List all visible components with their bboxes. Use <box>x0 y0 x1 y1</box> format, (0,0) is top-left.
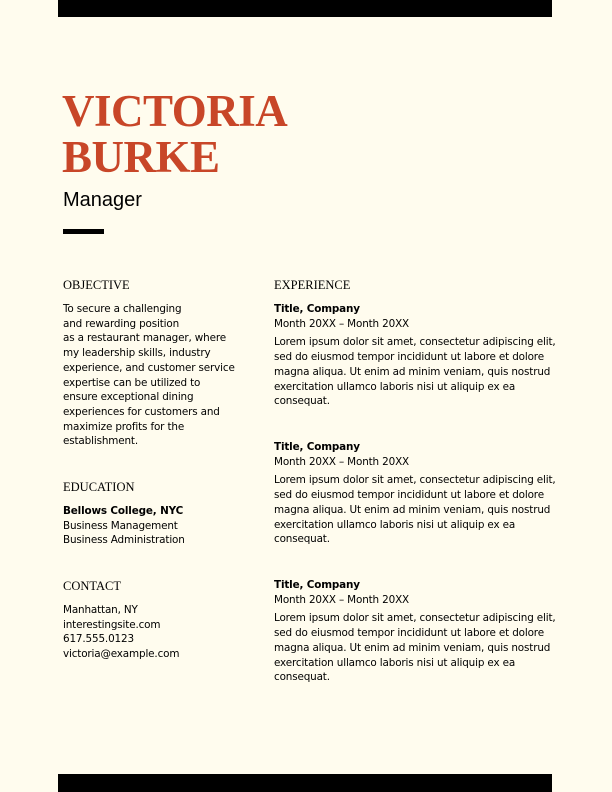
job-description-line: exercitation ullamco laboris nisi ut aliquip ex ea <box>274 380 516 393</box>
objective-line: experiences for customers and <box>63 405 220 418</box>
job-description-line: exercitation ullamco laboris nisi ut aliquip ex ea <box>274 656 516 669</box>
job-description <box>274 335 559 409</box>
education-section <box>63 480 248 548</box>
contact-email[interactable]: victoria@example.com <box>63 648 180 661</box>
contact-section <box>63 579 248 662</box>
experience-entry <box>274 302 559 409</box>
job-title: Title, Company <box>274 303 360 315</box>
bottom-decorative-bar <box>58 774 552 792</box>
job-description-line: Lorem ipsum dolor sit amet, consectetur adipiscing elit, <box>274 336 556 349</box>
objective-line: maximize profits for the <box>63 420 185 433</box>
job-description <box>274 611 559 685</box>
objective-text <box>63 302 248 449</box>
objective-line: establishment. <box>63 435 138 448</box>
job-role: Manager <box>63 189 142 211</box>
objective-heading: OBJECTIVE <box>63 278 130 292</box>
contact-phone: 617.555.0123 <box>63 633 134 646</box>
school-name: Bellows College, NYC <box>63 505 184 517</box>
degree: Business Administration <box>63 534 185 547</box>
last-name: BURKE <box>62 132 220 182</box>
candidate-name <box>62 88 287 180</box>
job-description-line: sed do eiusmod tempor incididunt ut labore et dolore <box>274 351 544 364</box>
experience-heading: EXPERIENCE <box>274 278 351 292</box>
contact-heading: CONTACT <box>63 579 122 593</box>
first-name: VICTORIA <box>62 86 288 136</box>
objective-section <box>63 278 248 449</box>
experience-entry <box>274 578 559 685</box>
objective-line: To secure a challenging <box>63 303 182 315</box>
contact-website[interactable]: interestingsite.com <box>63 618 161 631</box>
job-description-line: Lorem ipsum dolor sit amet, consectetur adipiscing elit, <box>274 474 556 487</box>
objective-line: and rewarding position <box>63 317 180 330</box>
experience-section <box>274 278 559 698</box>
experience-entry <box>274 440 559 547</box>
job-description-line: exercitation ullamco laboris nisi ut aliquip ex ea <box>274 518 516 531</box>
job-description-line: consequat. <box>274 395 330 408</box>
objective-line: expertise can be utilized to <box>63 376 201 389</box>
objective-line: as a restaurant manager, where <box>63 332 226 345</box>
header-divider <box>63 229 104 234</box>
degree: Business Management <box>63 519 178 532</box>
contact-location: Manhattan, NY <box>63 604 138 616</box>
job-description-line: magna aliqua. Ut enim ad minim veniam, quis nostrud <box>274 641 551 654</box>
education-heading: EDUCATION <box>63 480 135 494</box>
job-description <box>274 473 559 547</box>
job-description-line: consequat. <box>274 671 330 684</box>
job-title: Title, Company <box>274 579 360 591</box>
objective-line: ensure exceptional dining <box>63 391 194 404</box>
objective-line: my leadership skills, industry <box>63 347 211 360</box>
job-dates: Month 20XX – Month 20XX <box>274 593 410 606</box>
job-dates: Month 20XX – Month 20XX <box>274 317 410 330</box>
education-details <box>63 504 248 548</box>
job-description-line: Lorem ipsum dolor sit amet, consectetur adipiscing elit, <box>274 612 556 625</box>
job-description-line: consequat. <box>274 533 330 546</box>
contact-details <box>63 603 248 662</box>
job-dates: Month 20XX – Month 20XX <box>274 455 410 468</box>
job-title: Title, Company <box>274 441 360 453</box>
job-description-line: magna aliqua. Ut enim ad minim veniam, quis nostrud <box>274 365 551 378</box>
job-description-line: sed do eiusmod tempor incididunt ut labore et dolore <box>274 489 544 502</box>
job-description-line: magna aliqua. Ut enim ad minim veniam, quis nostrud <box>274 503 551 516</box>
top-decorative-bar <box>58 0 552 17</box>
objective-line: experience, and customer service <box>63 361 235 374</box>
job-description-line: sed do eiusmod tempor incididunt ut labore et dolore <box>274 627 544 640</box>
